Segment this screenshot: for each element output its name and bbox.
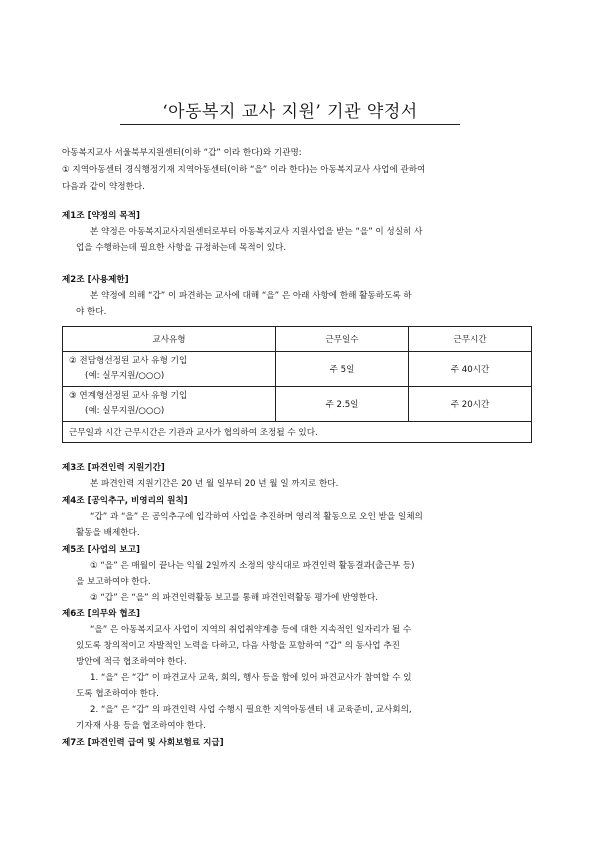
article-7-heading: 제7조 [파견인력 급여 및 사회보험료 지급] (62, 738, 224, 748)
table-header-row (63, 327, 532, 352)
article-6-text: 도록 협조하여야 한다. (76, 689, 159, 699)
intro-line: 다음과 같이 약정한다. (62, 182, 145, 192)
article-6-text: 있도록 창의적이고 자발적인 노력을 다하고, 다음 사항을 포함하여 “갑” 의 동사업 추진 (76, 641, 400, 651)
intro-line: 아동복지교사 서울북부지원센터(이하 “갑” 이라 한다)와 기관명: (62, 148, 302, 158)
article-6-text: 2. “을” 은 “갑” 의 파견인력 사업 수행시 필요한 지역아동센터 내 교육준비, 교사회의, (90, 705, 412, 715)
work-days-cell: 주 5일 (276, 352, 409, 387)
intro-paragraph (62, 145, 532, 196)
work-days-cell: 주 2.5일 (276, 387, 409, 422)
article-4-text: 활동을 배제한다. (76, 528, 140, 538)
article-5 (62, 542, 532, 606)
article-4 (62, 493, 532, 541)
article-1-heading: 제1조 [약정의 목적] (62, 211, 140, 221)
article-6-heading: 제6조 [의무와 협조] (62, 609, 140, 619)
document-title: ‘아동복지 교사 지원’ 기관 약정서 (162, 102, 418, 122)
intro-line: ① 지역아동센터 경식행정기재 지역아동센터(이하 “을” 이라 한다)는 아동복지교사 사업에 관하여 (62, 165, 426, 175)
teacher-type: ③ 연계형선정된 교사 유형 기입 (69, 391, 188, 401)
article-6-text: 방안에 적극 협조하여야 한다. (76, 657, 187, 667)
work-hours-cell: 주 40시간 (409, 352, 532, 387)
article-3-text: 본 파견인력 지원기간은 20 년 월 일부터 20 년 월 일 까지로 한다. (90, 479, 339, 489)
article-6 (62, 606, 532, 734)
title-underline (120, 124, 460, 125)
teacher-type-table (62, 326, 532, 443)
teacher-type-cell (63, 387, 276, 422)
table-header: 교사유형 (63, 327, 276, 352)
article-3 (62, 460, 532, 492)
table-note: 근무일과 시간 근무시간은 기관과 교사가 협의하여 조정될 수 있다. (63, 422, 532, 443)
article-5-item: 을 보고하여야 한다. (76, 577, 151, 587)
article-2-text: 야 한다. (76, 307, 107, 317)
article-2 (62, 272, 532, 320)
teacher-type-cell (63, 352, 276, 387)
table-row (63, 352, 532, 387)
article-1-text: 본 약정은 아동복지교사지원센터로부터 아동복지교사 지원사업을 받는 “을” 이 성실히 사 (90, 227, 423, 237)
article-6-text: 기자재 사용 등을 협조하여야 한다. (76, 721, 206, 731)
article-4-heading: 제4조 [공익추구, 비영리의 원칙] (62, 496, 188, 506)
table-header: 근무일수 (276, 327, 409, 352)
teacher-type-example: (예: 실무지원/○○○) (85, 371, 165, 381)
article-6-text: “을” 은 아동복지교사 사업이 지역의 취업취약계층 등에 대한 지속적인 일자리가 될 수 (90, 625, 412, 635)
article-1-text: 업을 수행하는데 필요한 사항을 규정하는데 목적이 있다. (76, 243, 287, 253)
article-3-heading: 제3조 [파견인력 지원기간] (62, 463, 165, 473)
teacher-type-example: (예: 실무지원/○○○) (85, 406, 165, 416)
article-2-text: 본 약정에 의해 “갑” 이 파견하는 교사에 대해 “을” 은 아래 사항에 한해 활동하도록 하 (90, 291, 412, 301)
table-row (63, 387, 532, 422)
article-7 (62, 735, 532, 751)
article-4-text: “갑” 과 “을” 은 공익추구에 입각하여 사업을 추진하며 영리적 활동으로 오인 받을 일체의 (90, 512, 423, 522)
work-hours-cell: 주 20시간 (409, 387, 532, 422)
teacher-type: ② 전담형선정된 교사 유형 기입 (69, 356, 188, 366)
article-6-text: 1. “을” 은 “갑” 이 파견교사 교육, 회의, 행사 등을 함에 있어 파견교사가 참여할 수 있 (90, 673, 412, 683)
article-5-item: ① “을” 은 매월이 끝나는 익월 2일까지 소정의 양식대로 파견인력 활동결과(출근부 등) (90, 561, 415, 571)
article-1 (62, 208, 532, 256)
table-header: 근무시간 (409, 327, 532, 352)
article-5-heading: 제5조 [사업의 보고] (62, 545, 140, 555)
table-note-row (63, 422, 532, 443)
article-5-item: ② “갑” 은 “을” 의 파견인력활동 보고를 통해 파견인력활동 평가에 반영한다. (90, 593, 379, 603)
article-2-heading: 제2조 [사용제한] (62, 275, 129, 285)
